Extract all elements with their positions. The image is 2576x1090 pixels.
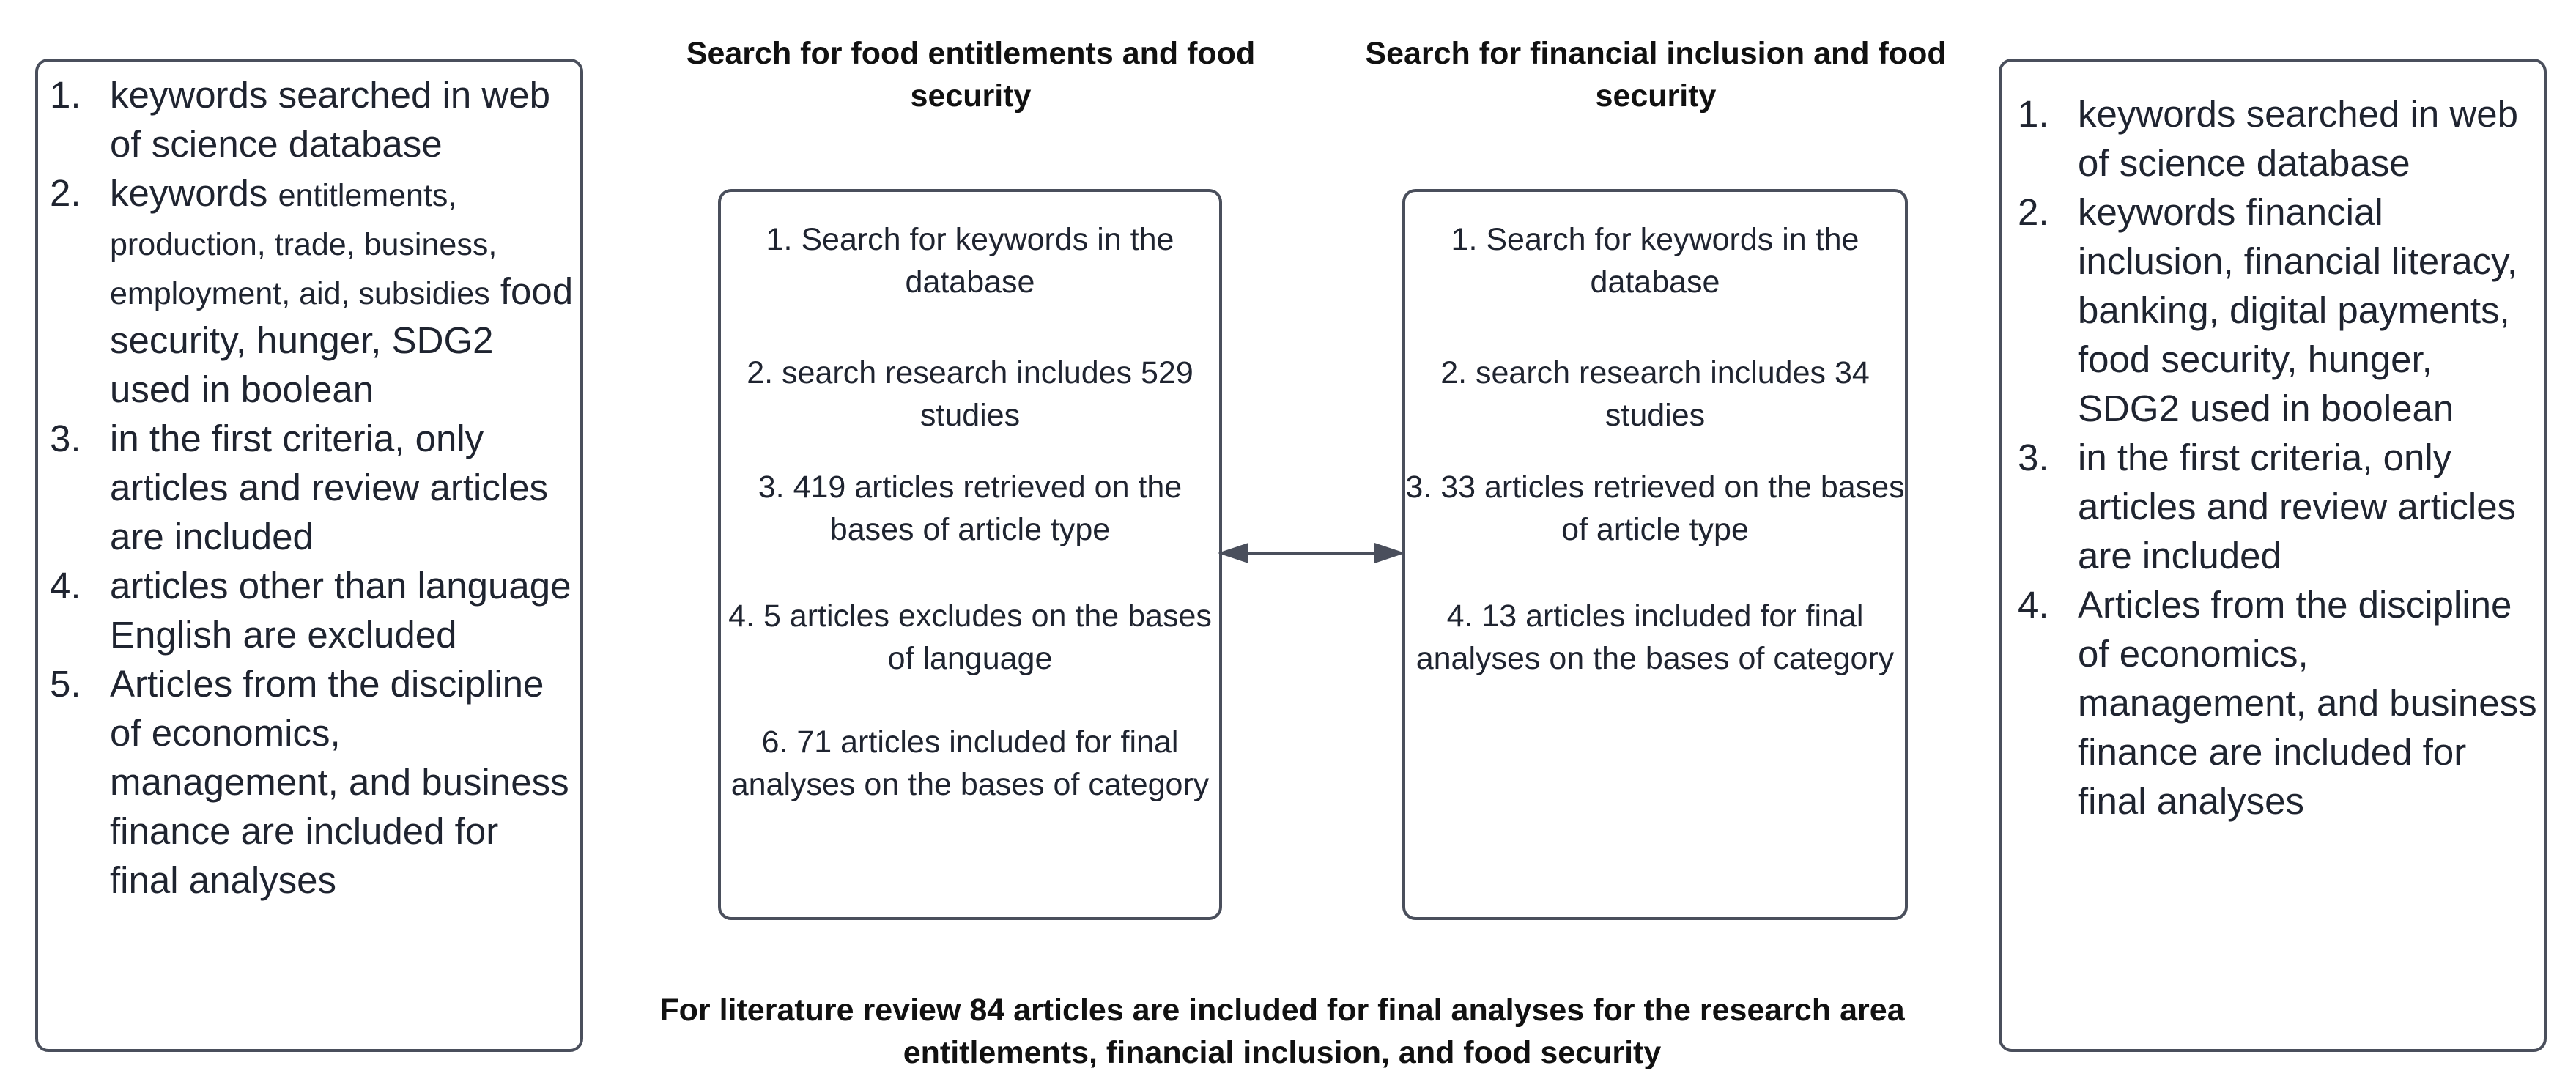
left-criteria-list <box>50 70 574 905</box>
item-number: 4. <box>50 565 81 607</box>
left-criteria-item <box>50 70 574 168</box>
right-criteria-box <box>1999 59 2547 1052</box>
item-number: 1. <box>50 74 81 116</box>
item-lead-text: keywords <box>110 172 278 214</box>
heading-food-entitlements: Search for food entitlements and food security <box>686 36 1256 114</box>
left-criteria-item <box>50 561 574 659</box>
search-step: 3. 419 articles retrieved on the bases of article type <box>758 470 1182 547</box>
left-criteria-box <box>35 59 583 1052</box>
item-text: keywords financial inclusion, financial literacy, banking, digital payments, food security, hunger, SDG2 used in boolean <box>2078 191 2517 429</box>
search-step: 4. 5 articles excludes on the bases of language <box>728 598 1212 676</box>
food-entitlements-search-box <box>718 189 1222 920</box>
search-step: 1. Search for keywords in the database <box>766 222 1174 300</box>
item-number: 2. <box>2018 191 2049 233</box>
double-headed-arrow-icon <box>1216 538 1407 568</box>
item-text: keywords searched in web of science database <box>110 74 550 165</box>
item-text: food security, hunger, SDG2 used in boolean <box>110 270 574 410</box>
financial-inclusion-search-box <box>1402 189 1908 920</box>
right-criteria-list <box>2018 89 2542 826</box>
item-text: articles other than language English are excluded <box>110 565 571 656</box>
search-step: 6. 71 articles included for final analyses on the bases of category <box>730 724 1210 802</box>
item-number: 3. <box>2018 437 2049 478</box>
search-step: 2. search research includes 529 studies <box>747 355 1193 433</box>
right-criteria-item <box>2018 89 2542 188</box>
item-number: 2. <box>50 172 81 214</box>
item-small-keywords: entitlements, production, trade, business, employment, aid, subsidies <box>110 178 497 311</box>
left-criteria-item <box>50 659 574 905</box>
heading-financial-inclusion: Search for financial inclusion and food security <box>1365 36 1947 114</box>
item-number: 5. <box>50 663 81 705</box>
item-number: 3. <box>50 418 81 459</box>
item-text: Articles from the discipline of economics, management, and business finance are included for final analyses <box>110 663 569 901</box>
item-text: keywords searched in web of science database <box>2078 93 2518 184</box>
right-criteria-item <box>2018 188 2542 433</box>
item-number: 4. <box>2018 584 2049 626</box>
search-step: 1. Search for keywords in the database <box>1451 222 1859 300</box>
right-criteria-item <box>2018 580 2542 826</box>
search-step: 4. 13 articles included for final analyses on the bases of category <box>1415 598 1895 676</box>
item-text: in the first criteria, only articles and review articles are included <box>110 418 549 557</box>
left-criteria-item <box>50 168 574 414</box>
item-text: Articles from the discipline of economics, management, and business finance are included for final analyses <box>2078 584 2537 822</box>
left-criteria-item <box>50 414 574 561</box>
conclusion-text: For literature review 84 articles are included for final analyses for the research area entitlements, financial inclusion, and food security <box>659 993 1905 1070</box>
search-step: 3. 33 articles retrieved on the bases of article type <box>1405 470 1905 547</box>
item-number: 1. <box>2018 93 2049 135</box>
search-step: 2. search research includes 34 studies <box>1440 355 1870 433</box>
item-text: in the first criteria, only articles and review articles are included <box>2078 437 2517 576</box>
right-criteria-item <box>2018 433 2542 580</box>
